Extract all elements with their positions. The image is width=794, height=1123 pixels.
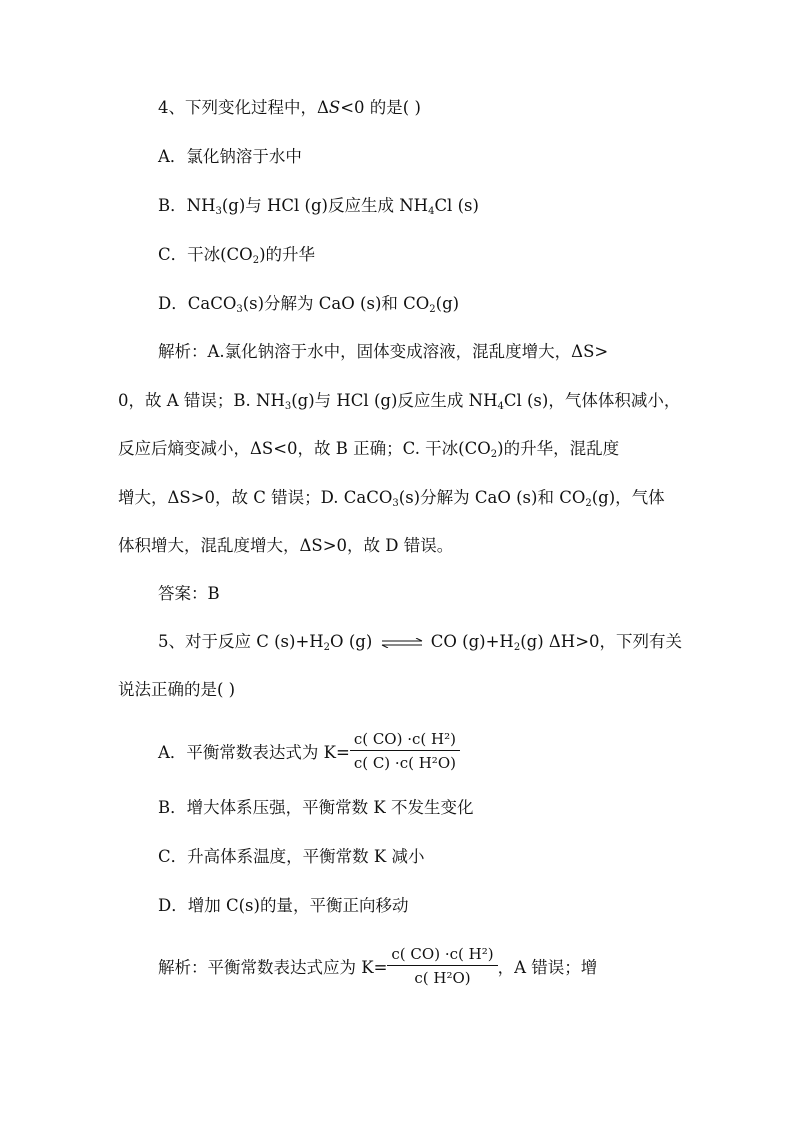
q4-answer: 答案：B [158, 584, 220, 603]
q4-analysis-line5: 体积增大，混乱度增大，ΔS>0，故 D 错误。 [118, 536, 454, 555]
q4-analysis-line2: 0，故 A 错误；B. $NH_3(g)$与 HCl (g)反应生成 $NH_4Cl$ (s)，气体体积减小， [118, 391, 681, 412]
q5-option-d: D．增加 C(s)的量，平衡正向移动 [158, 896, 409, 915]
q4-analysis-line1: 解析：A.氯化钠溶于水中，固体变成溶液，混乱度增大，ΔS> [158, 342, 609, 361]
analysis-fraction: $\frac{\text{c( CO) ·c( H²)}}{\text{c( H²O)}}$ [387, 945, 497, 987]
q4-option-a: A．氯化钠溶于水中 [158, 147, 302, 166]
q5-stem-line2: 说法正确的是( ) [118, 680, 236, 699]
q4-analysis-line4: 增大，ΔS>0，故 C 错误；D. CaCO$_3$(s)分解为 CaO (s)和 $CO_2(g)$，气体 [118, 488, 665, 509]
q5-analysis: 解析：平衡常数表达式应为 K= $\frac{\text{c( CO) ·c( H²)}}{\text{c( H²O)}}$ ，A 错误；增 [158, 945, 598, 987]
equilibrium-constant-fraction: $\frac{\text{c( CO) ·c( H²)}}{\text{c( C) ·c( H²O)}}$ [350, 730, 460, 772]
q5-option-b: B．增大体系压强，平衡常数 K 不发生变化 [158, 798, 474, 817]
q5-option-a: A．平衡常数表达式为 K= $\frac{\text{c( CO) ·c( H²)}}{\text{c( C) ·c( H²O)}}$ [158, 730, 460, 772]
q4-stem: 4、下列变化过程中，ΔS<0 的是( ) [158, 98, 421, 117]
q4-option-d: D．CaCO$_3$(s)分解为 CaO (s)和 $CO_2(g)$ [158, 294, 460, 315]
q5-stem: 5、对于反应 C $(s)+H_2O$ (g) CO $(g)+H_2(g)$ ΔH>0，下列有关 [158, 632, 683, 653]
equilibrium-arrow-icon [380, 638, 424, 648]
q4-option-b: B．$NH_3(g)$与 HCl (g)反应生成 $NH_4Cl$ (s) [158, 196, 479, 217]
q4-option-c: C．干冰$(CO_2)$的升华 [158, 245, 316, 266]
q5-option-c: C．升高体系温度，平衡常数 K 减小 [158, 847, 425, 866]
q4-analysis-line3: 反应后熵变减小，ΔS<0，故 B 正确；C. 干冰$(CO_2)$的升华，混乱度 [118, 439, 620, 460]
